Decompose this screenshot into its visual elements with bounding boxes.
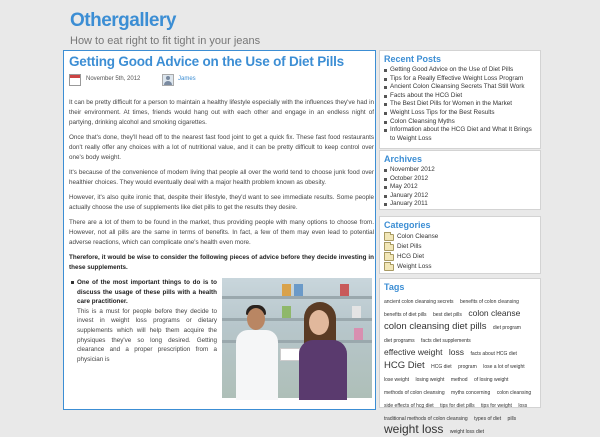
list-item — [69, 278, 217, 364]
recent-post-link[interactable]: The Best Diet Pills for Women in the Market — [384, 100, 536, 109]
product-box — [294, 284, 303, 296]
shelf — [222, 318, 372, 321]
pharmacist-coat — [236, 330, 278, 400]
post-paragraph: It's because of the convenience of modern living that people all over the world tend to choose junk food over healthier choices. They would eventually deal with a major health problem known as obesity. — [69, 169, 374, 186]
tag-link[interactable]: lose a lot of weight — [483, 364, 525, 370]
recent-post-link[interactable]: Information about the HCG Diet and What It Brings to Weight Loss — [384, 126, 536, 143]
tag-link[interactable]: losing weight — [415, 377, 445, 383]
tag-link[interactable]: method — [450, 377, 468, 383]
tag-link[interactable]: weight loss diet — [449, 429, 485, 435]
archive-link[interactable]: May 2012 — [384, 183, 536, 192]
site-title[interactable]: Othergallery — [70, 10, 176, 31]
post-paragraph: There are a lot of them to be found in the market, thus providing people with many options to choose from. However, not all pills are the same in terms of benefits. In fact, a few of them may even lead to potential adverse reactions, which can complicate one's health even more. — [69, 219, 374, 246]
folder-icon — [384, 264, 394, 271]
main-content — [63, 50, 376, 410]
post-date: November 5th, 2012 — [86, 76, 141, 82]
tag-link[interactable]: side effects of hcg diet — [384, 403, 434, 409]
archive-link[interactable]: October 2012 — [384, 175, 536, 184]
category-link[interactable] — [384, 232, 536, 242]
tag-link[interactable]: pills — [507, 416, 517, 422]
category-label: Diet Pills — [397, 243, 422, 250]
folder-icon — [384, 234, 394, 241]
categories-list — [380, 232, 540, 272]
customer-body — [299, 340, 347, 400]
folder-icon — [384, 254, 394, 261]
tag-link[interactable]: diet program — [492, 325, 521, 331]
tag-link[interactable]: tips for weight — [481, 403, 512, 409]
tag-link[interactable]: effective weight — [384, 347, 443, 357]
tag-link[interactable]: ancient colon cleansing secrets — [384, 299, 454, 305]
bullet-icon — [71, 281, 74, 284]
post-paragraph: It can be pretty difficult for a person to maintain a healthy lifestyle especially with the influences they've had in their environment. At times, friends would hang out with each other and engage in an endless night of partying, drinking alcohol and smoking cigarettes. — [69, 99, 374, 126]
post-author-link[interactable]: James — [178, 76, 196, 82]
tag-link[interactable]: weight loss — [384, 422, 444, 436]
pharmacy-photo — [222, 278, 372, 398]
tag-link[interactable]: facts diet supplements — [421, 338, 471, 344]
tag-link[interactable]: methods of colon cleansing — [384, 390, 445, 396]
archive-link[interactable]: January 2011 — [384, 200, 536, 209]
tags-widget — [379, 278, 541, 436]
post-body — [69, 98, 374, 398]
tag-cloud — [380, 294, 540, 437]
archive-link[interactable]: January 2012 — [384, 192, 536, 201]
recent-posts-heading: Recent Posts — [384, 54, 442, 64]
tag-link[interactable]: colon cleansing — [496, 390, 532, 396]
customer-head — [309, 310, 329, 335]
site-tagline: How to eat right to fit tight in your jeans — [70, 35, 261, 47]
archives-list — [380, 166, 540, 209]
list-item-text: This is a must for people before they decide to invest in weight loss programs or dietary supplements which will help them acquire the physiques they've so long desired. Getting clearance and a proper prescription from a physician is — [77, 307, 217, 363]
shelf — [222, 296, 372, 299]
recent-post-link[interactable]: Facts about the HCG Diet — [384, 92, 536, 101]
recent-posts-widget — [379, 50, 541, 149]
archive-link[interactable]: November 2012 — [384, 166, 536, 175]
folder-icon — [384, 244, 394, 251]
tag-link[interactable]: loss — [518, 403, 528, 409]
tag-link[interactable]: HCG Diet — [384, 360, 425, 371]
post-lead-paragraph: Therefore, it would be wise to consider the following pieces of advice before they decide investing in these supplements. — [69, 254, 374, 271]
tag-link[interactable]: types of diet — [474, 416, 502, 422]
product-box — [340, 284, 349, 296]
tag-link[interactable]: of losing weight — [473, 377, 509, 383]
tag-link[interactable]: tips for diet pills — [440, 403, 475, 409]
tag-link[interactable]: colon cleanse — [468, 308, 521, 318]
site-header — [0, 0, 600, 50]
post-meta — [69, 74, 369, 86]
tag-link[interactable]: facts about HCG diet — [470, 351, 517, 357]
pill-box — [280, 348, 300, 361]
calendar-icon — [69, 74, 81, 86]
post-title[interactable]: Getting Good Advice on the Use of Diet Pills — [69, 54, 344, 69]
tag-link[interactable]: diet programs — [384, 338, 415, 344]
recent-post-link[interactable]: Weight Loss Tips for the Best Results — [384, 109, 536, 118]
tags-heading: Tags — [384, 282, 405, 292]
categories-widget — [379, 216, 541, 274]
tag-link[interactable]: HCG diet — [431, 364, 452, 370]
recent-posts-list — [380, 66, 540, 143]
tag-link[interactable]: loss — [448, 347, 465, 357]
post-paragraph: Once that's done, they'll head off to the nearest fast food joint to get a quick fix. These fast food restaurants don't really offer any choices with a lot of nutritional value, and it can be pretty difficult to keep control over one's body weight. — [69, 134, 374, 161]
tag-link[interactable]: best diet pills — [432, 312, 462, 318]
user-icon — [162, 74, 174, 86]
archives-widget — [379, 150, 541, 210]
category-link[interactable] — [384, 262, 536, 272]
archives-heading: Archives — [384, 154, 423, 164]
list-item-heading: One of the most important things to do is to discuss the usage of these pills with a health care practitioner. — [77, 279, 217, 306]
categories-heading: Categories — [384, 220, 431, 230]
tag-link[interactable]: myths concerning — [451, 390, 491, 396]
product-box — [282, 284, 291, 296]
tag-link[interactable]: traditional methods of colon cleansing — [384, 416, 468, 422]
recent-post-link[interactable]: Getting Good Advice on the Use of Diet Pills — [384, 66, 536, 75]
recent-post-link[interactable]: Tips for a Really Effective Weight Loss Program — [384, 75, 536, 84]
tag-link[interactable]: lose weight — [384, 377, 410, 383]
category-link[interactable] — [384, 242, 536, 252]
pharmacist-head — [247, 308, 265, 330]
category-label: Colon Cleanse — [397, 233, 439, 240]
tag-link[interactable]: program — [458, 364, 477, 370]
category-label: Weight Loss — [397, 263, 432, 270]
tag-link[interactable]: colon cleansing diet pills — [384, 321, 487, 332]
tag-link[interactable]: benefits of colon cleansing — [459, 299, 519, 305]
product-box — [352, 306, 361, 318]
product-box — [282, 306, 291, 318]
post-paragraph: However, it's also quite ironic that, despite their lifestyle, they'd want to see immediate results. Some people actually choose the use of supplements like diet pills to get the results they desire. — [69, 194, 374, 211]
advice-list — [69, 278, 374, 398]
category-label: HCG Diet — [397, 253, 424, 260]
recent-post-link[interactable]: Colon Cleansing Myths — [384, 118, 536, 127]
product-box — [354, 328, 363, 340]
recent-post-link[interactable]: Ancient Colon Cleansing Secrets That Still Work — [384, 83, 536, 92]
category-link[interactable] — [384, 252, 536, 262]
tag-link[interactable]: benefits of diet pills — [384, 312, 427, 318]
